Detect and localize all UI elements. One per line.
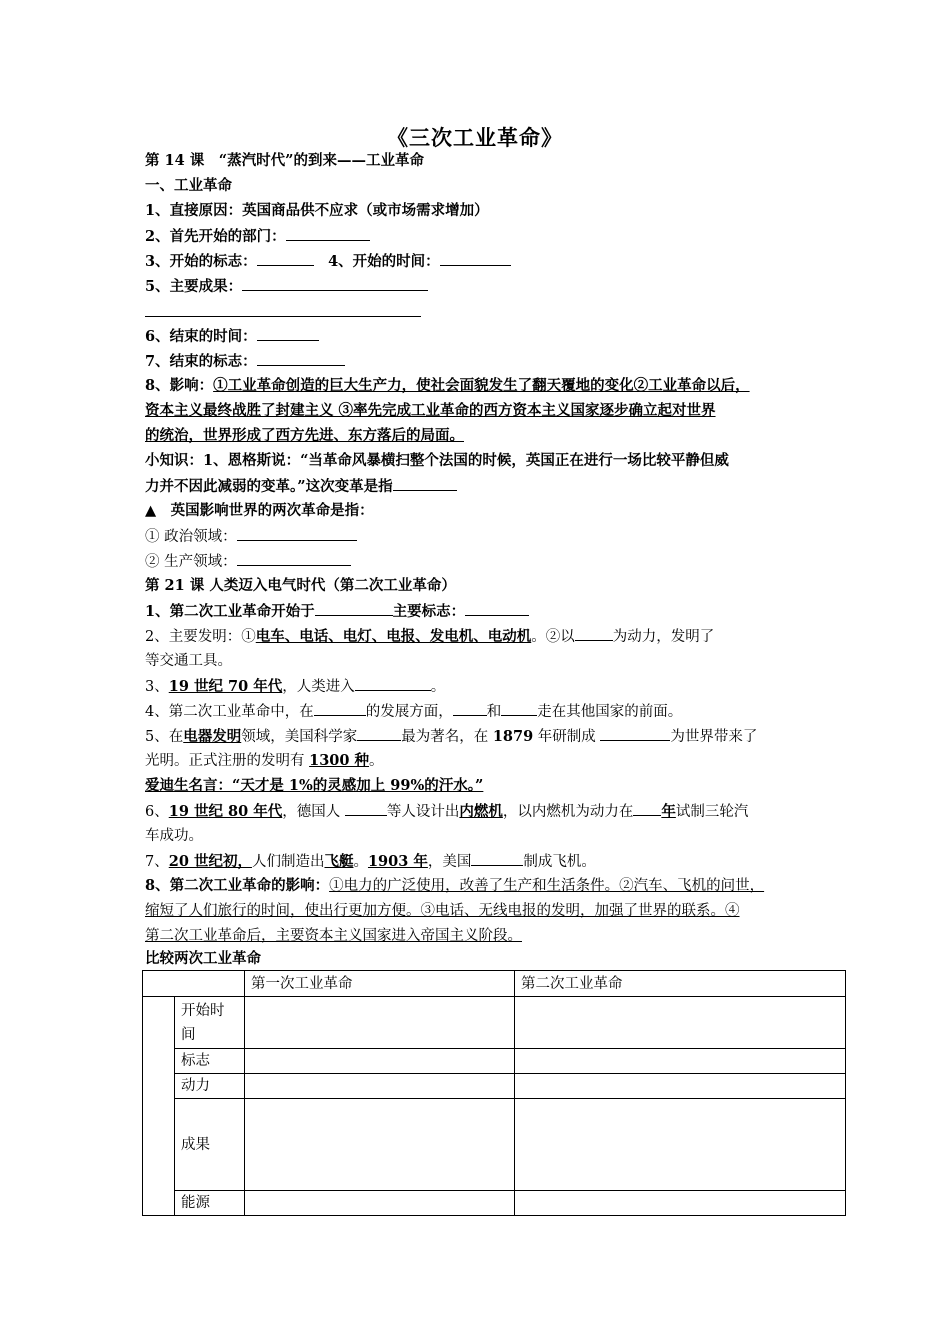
item-influence: 8、影响：①工业革命创造的巨大生产力，使社会面貌发生了翻天覆地的变化②工业革命以后， [145, 377, 750, 394]
table-cell[interactable] [245, 1099, 515, 1191]
table-row [143, 1049, 846, 1074]
fill-blank[interactable] [345, 801, 387, 816]
fill-blank[interactable] [257, 351, 345, 366]
lesson21-heading: 第 21 课 人类迈入电气时代（第二次工业革命） [145, 577, 456, 594]
section-heading: 一、工业革命 [145, 177, 232, 194]
item-end-time: 6、结束的时间： [145, 326, 825, 347]
table-header-first: 第一次工业革命 [245, 971, 515, 997]
fill-blank[interactable] [440, 251, 511, 266]
item-leading-countries: 4、第二次工业革命中，在 的发展方面， 和 走在其他国家的前面。 [145, 701, 825, 722]
item-second-influence: 8、第二次工业革命的影响：①电力的广泛使用，改善了生产和生活条件。②汽车、飞机的问世， [145, 877, 765, 894]
fill-blank[interactable] [242, 276, 428, 291]
item-influence-cont: 资本主义最终战胜了封建主义 ③率先完成工业革命的西方资本主义国家逐步确立起对世界 [145, 402, 716, 419]
table-corner-cell [143, 971, 245, 997]
fill-blank[interactable] [465, 601, 529, 616]
table-cell[interactable] [245, 1074, 515, 1099]
fill-blank-line[interactable] [145, 316, 421, 317]
table-side-cell [143, 997, 175, 1216]
table-header-row [143, 971, 846, 997]
fill-blank[interactable] [600, 726, 670, 741]
table-cell[interactable] [245, 1191, 515, 1216]
table-cell[interactable] [515, 1074, 846, 1099]
fill-blank[interactable] [286, 226, 370, 241]
fill-blank[interactable] [471, 851, 523, 866]
item-political: ① 政治领域： [145, 526, 825, 547]
item-combustion-engine: 6、19 世纪 80 年代，德国人 等人设计出内燃机，以内燃机为动力在 年试制三轮汽 [145, 803, 749, 820]
table-row [143, 997, 846, 1049]
fill-blank[interactable] [355, 676, 431, 691]
item-main-inventions-cont: 等交通工具。 [145, 653, 232, 669]
item-direct-cause: 1、直接原因：英国商品供不应求（或市场需求增加） [145, 202, 489, 219]
table-cell[interactable] [245, 997, 515, 1049]
triangle-note: ▲ 英国影响世界的两次革命是指： [145, 502, 374, 519]
fill-blank[interactable] [393, 476, 457, 491]
item-second-influence-cont: 缩短了人们旅行的时间，使出行更加方便。③电话、无线电报的发明，加强了世界的联系。④ [145, 903, 740, 919]
table-cell[interactable] [515, 1191, 846, 1216]
table-row [143, 1099, 846, 1191]
fill-blank[interactable] [257, 251, 314, 266]
item-main-achievements: 5、主要成果： [145, 276, 825, 297]
fill-blank[interactable] [237, 526, 357, 541]
fill-blank[interactable] [357, 726, 401, 741]
table-cell[interactable] [245, 1049, 515, 1074]
tip-engels-cont: 力并不因此减弱的变革。”这次变革是指 [145, 476, 825, 497]
fill-blank[interactable] [501, 701, 537, 716]
row-label: 能源 [175, 1191, 245, 1216]
table-cell[interactable] [515, 997, 846, 1049]
item-main-inventions: 2、主要发明：①电车、电话、电灯、电报、发电机、电动机。②以 为动力，发明了 [145, 628, 715, 645]
page-title: 《三次工业革命》 [387, 125, 563, 150]
item-second-start: 1、第二次工业革命开始于 主要标志： [145, 601, 825, 622]
item-start-sign: 3、开始的标志： 4、开始的时间： [145, 251, 825, 272]
fill-blank[interactable] [633, 801, 661, 816]
fill-blank[interactable] [575, 626, 613, 641]
fill-blank[interactable] [237, 551, 351, 566]
table-cell[interactable] [515, 1049, 846, 1074]
fill-blank[interactable] [314, 701, 366, 716]
item-edison-cont: 光明。正式注册的发明有 1300 种。 [145, 752, 384, 769]
table-row [143, 1074, 846, 1099]
table-cell[interactable] [515, 1099, 846, 1191]
fill-blank[interactable] [453, 701, 487, 716]
table-header-second: 第二次工业革命 [515, 971, 846, 997]
item-end-sign: 7、结束的标志： [145, 351, 825, 372]
item-combustion-engine-cont: 车成功。 [145, 828, 203, 844]
table-row [143, 1191, 846, 1216]
fill-blank[interactable] [257, 326, 319, 341]
item-production: ② 生产领域： [145, 551, 825, 572]
edison-quote: 爱迪生名言：“天才是 1%的灵感加上 99%的汗水。” [145, 777, 484, 794]
item-era: 3、19 世纪 70 年代，人类进入 。 [145, 678, 446, 695]
comparison-table [142, 970, 846, 1216]
lesson14-heading: 第 14 课 “蒸汽时代”的到来——工业革命 [145, 152, 424, 169]
tip-engels: 小知识：1、恩格斯说：“当革命风暴横扫整个法国的时候，英国正在进行一场比较平静但威 [145, 452, 729, 469]
row-label: 开始时间 [175, 997, 245, 1049]
item-edison: 5、在电器发明领域，美国科学家 最为著名，在 1879 年研制成 为世界带来了 [145, 728, 758, 745]
item-airship: 7、20 世纪初，人们制造出飞艇。1903 年，美国 制成飞机。 [145, 853, 596, 870]
item-first-sector: 2、首先开始的部门： [145, 226, 825, 247]
row-label: 动力 [175, 1074, 245, 1099]
item-second-influence-cont: 第二次工业革命后，主要资本主义国家进入帝国主义阶段。 [145, 928, 522, 944]
row-label: 成果 [175, 1099, 245, 1191]
row-label: 标志 [175, 1049, 245, 1074]
fill-blank[interactable] [315, 601, 393, 616]
compare-heading: 比较两次工业革命 [145, 950, 261, 967]
item-influence-cont: 的统治，世界形成了西方先进、东方落后的局面。 [145, 427, 464, 444]
